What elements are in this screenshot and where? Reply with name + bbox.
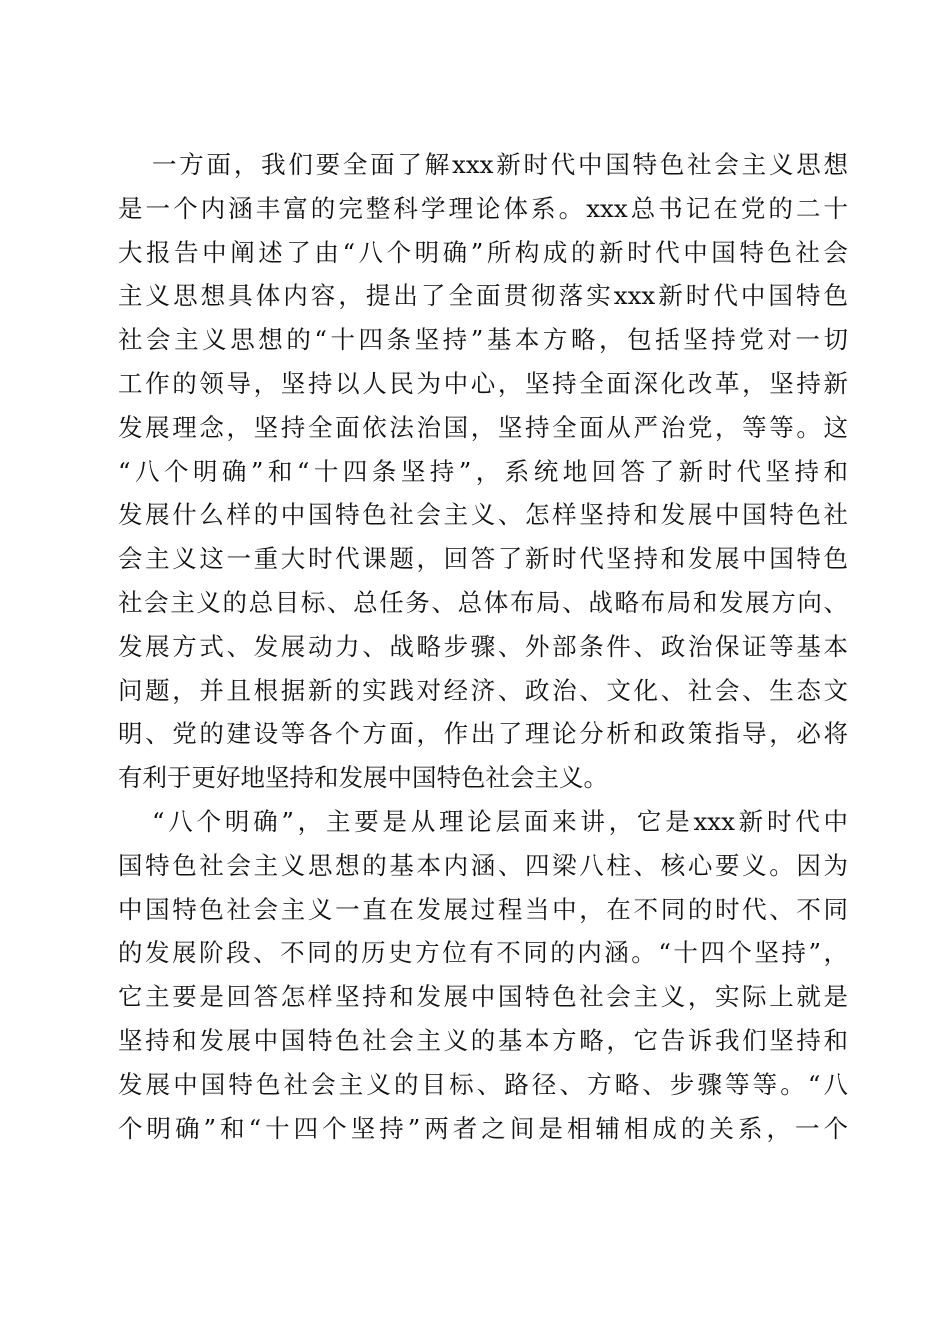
body-text	[118, 143, 848, 1150]
text-line: 的发展阶段、不同的历史方位有不同的内涵。“十四个坚持”，	[118, 938, 848, 968]
text-line: 一方面，我们要全面了解xxx新时代中国特色社会主义思想	[152, 150, 848, 179]
text-line: 会主义这一重大时代课题，回答了新时代坚持和发展中国特色	[118, 544, 848, 574]
text-line: 明、党的建设等各个方面，作出了理论分析和政策指导，必将	[118, 719, 848, 749]
text-line: 主义思想具体内容，提出了全面贯彻落实xxx新时代中国特色	[118, 281, 848, 311]
text-line: 工作的领导，坚持以人民为中心，坚持全面深化改革，坚持新	[118, 368, 848, 398]
text-line-last: 有利于更好地坚持和发展中国特色社会主义。	[118, 763, 608, 793]
text-line: 社会主义思想的“十四条坚持”基本方略，包括坚持党对一切	[118, 325, 848, 355]
text-line: “八个明确”和“十四条坚持”，系统地回答了新时代坚持和	[118, 456, 848, 486]
text-line: 它主要是回答怎样坚持和发展中国特色社会主义，实际上就是	[118, 982, 848, 1012]
text-line: 发展方式、发展动力、战略步骤、外部条件、政治保证等基本	[118, 631, 848, 661]
text-line: 国特色社会主义思想的基本内涵、四梁八柱、核心要义。因为	[118, 850, 848, 880]
text-line: 发展什么样的中国特色社会主义、怎样坚持和发展中国特色社	[118, 500, 848, 530]
text-line: “八个明确”，主要是从理论层面来讲，它是xxx新时代中	[152, 806, 848, 836]
text-line: 社会主义的总目标、总任务、总体布局、战略布局和发展方向、	[118, 587, 848, 617]
paragraph-1	[118, 143, 848, 800]
text-line: 是一个内涵丰富的完整科学理论体系。xxx总书记在党的二十	[118, 193, 848, 223]
text-line: 坚持和发展中国特色社会主义的基本方略，它告诉我们坚持和	[118, 1025, 848, 1055]
text-line: 个明确”和“十四个坚持”两者之间是相辅相成的关系，一个	[118, 1113, 848, 1143]
text-line: 问题，并且根据新的实践对经济、政治、文化、社会、生态文	[118, 675, 848, 705]
text-line: 发展理念，坚持全面依法治国，坚持全面从严治党，等等。这	[118, 412, 848, 442]
text-line: 大报告中阐述了由“八个明确”所构成的新时代中国特色社会	[118, 237, 848, 267]
paragraph-2	[118, 800, 848, 1150]
text-line: 发展中国特色社会主义的目标、路径、方略、步骤等等。“八	[118, 1069, 848, 1099]
text-line: 中国特色社会主义一直在发展过程当中，在不同的时代、不同	[118, 894, 848, 924]
